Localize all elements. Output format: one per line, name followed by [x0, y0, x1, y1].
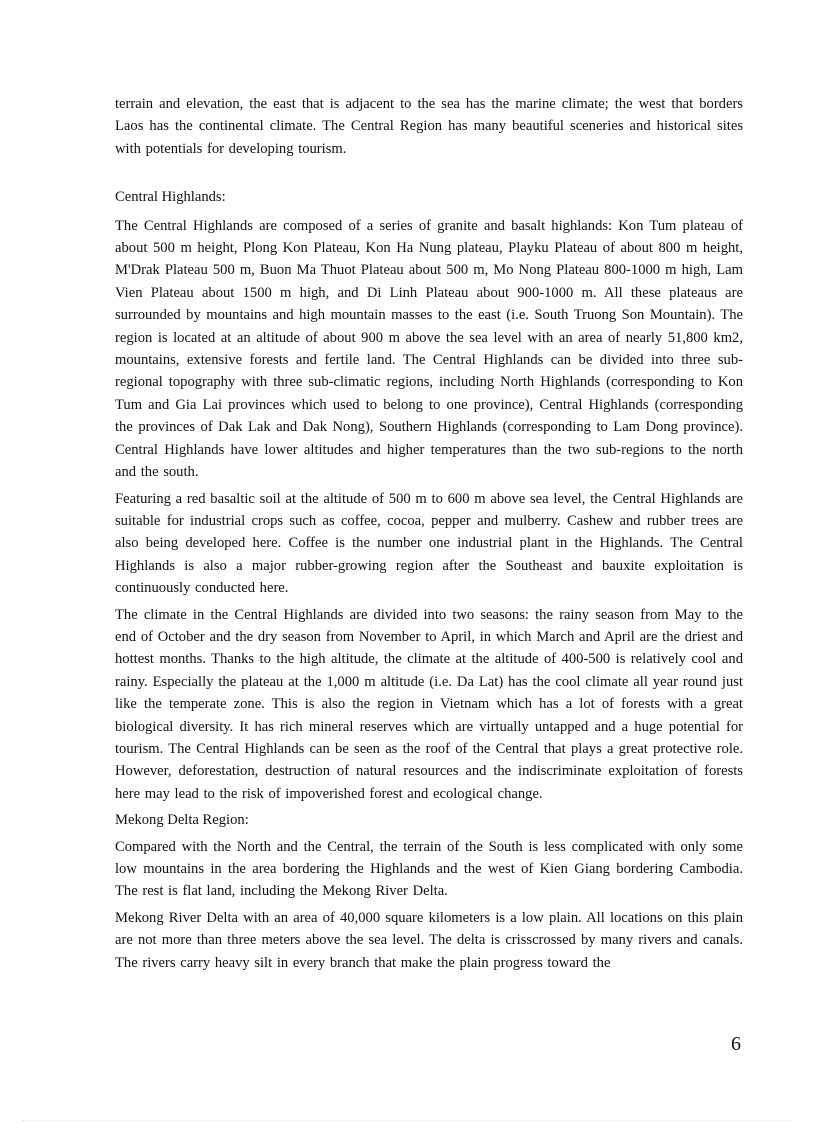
page-number: 6 — [731, 1033, 741, 1055]
paragraph-highlands-agriculture: Featuring a red basaltic soil at the altitude of 500 m to 600 m above sea level, the Central Highlands are suitable for industrial crops such as coffee, cocoa, pepper and mulberry. Cashew and rubber trees are also being developed here. Coffee is the number one industrial plant in the Highlands. The Central Highlands is also a major rubber-growing region after the Southeast and bauxite exploitation is continuously conducted here. — [115, 490, 743, 597]
paragraph-mekong-terrain: Compared with the North and the Central, the terrain of the South is less complicated with only some low mountains in the area bordering the Highlands and the west of Kien Giang bordering Cambodia. The rest is flat land, including the Mekong River Delta. — [115, 838, 743, 900]
paragraph-intro: terrain and elevation, the east that is adjacent to the sea has the marine climate; the west that borders Laos has the continental climate. The Central Region has many beautiful sceneries and historical sites with potentials for developing tourism. — [115, 96, 743, 157]
page-bottom-divider — [22, 1120, 794, 1121]
heading-central-highlands: Central Highlands: — [115, 189, 226, 206]
paragraph-mekong-delta: Mekong River Delta with an area of 40,000 square kilometers is a low plain. All locations on this plain are not more than three meters above the sea level. The delta is crisscrossed by many rivers and canals. The rivers carry heavy silt in every branch that make the plain progress toward the — [115, 909, 743, 971]
paragraph-highlands-topography: The Central Highlands are composed of a series of granite and basalt highlands: Kon Tum plateau of about 500 m height, Plong Kon Plateau, Kon Ha Nung plateau, Playku Plateau of about 800 m height, M'Drak Plateau 500 m, Buon Ma Thuot Plateau about 500 m, Mo Nong Plateau 800-1000 m high, Lam Vien Plateau about 1500 m high, and Di Linh Plateau about 900-1000 m. All these plateaus are surrounded by mountains and high mountain masses to the east (i.e. South Truong Son Mountain). The region is located at an altitude of about 900 m above the sea level with an area of nearly 51,800 km2, mountains, extensive forests and fertile land. The Central Highlands can be divided into three sub-regional topography with three sub-climatic regions, including North Highlands (corresponding to Kon Tum and Gia Lai provinces which used to belong to one province), Central Highlands (corresponding the provinces of Dak Lak and Dak Nong), Southern Highlands (corresponding to Lam Dong province). Central Highlands have lower altitudes and higher temperatures than the two sub-regions to the north and the south. — [115, 217, 743, 481]
page-content — [115, 93, 743, 974]
section-spacer — [115, 160, 743, 186]
paragraph-highlands-climate: The climate in the Central Highlands are divided into two seasons: the rainy season from May to the end of October and the dry season from November to April, in which March and April are the driest and hottest months. Thanks to the high altitude, the climate at the altitude of 400-500 is relatively cool and rainy. Especially the plateau at the 1,000 m altitude (i.e. Da Lat) has the cool climate all year round just like the temperate zone. This is also the region in Vietnam which has a lot of forests with a great biological diversity. It has rich mineral reserves which are virtually untapped and a huge potential for tourism. The Central Highlands can be seen as the roof of the Central that plays a great protective role. However, deforestation, destruction of natural resources and the indiscriminate exploitation of forests here may lead to the risk of impoverished forest and ecological change. — [115, 606, 743, 802]
heading-mekong-delta: Mekong Delta Region: — [115, 812, 249, 829]
